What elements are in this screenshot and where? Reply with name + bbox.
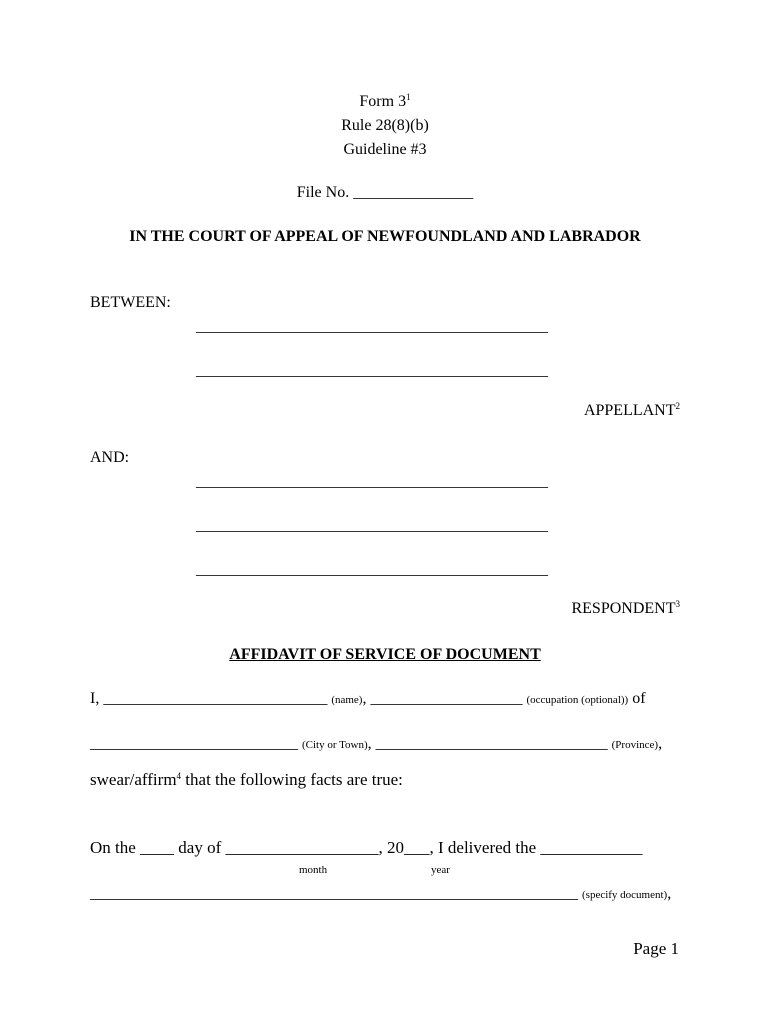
file-number-field[interactable]: File No. _______________ <box>296 184 474 201</box>
province-field[interactable]: _____________________________ <box>375 735 608 752</box>
court-title: IN THE COURT OF APPEAL OF NEWFOUNDLAND AND LABRADOR <box>129 228 641 245</box>
appellant-label-text: APPELLANT <box>583 402 676 419</box>
and-label: AND: <box>90 449 130 466</box>
appellant-name-line-2[interactable]: ____________________________________________ <box>196 362 548 379</box>
rule-reference: Rule 28(8)(b) <box>341 117 429 134</box>
footnote-ref-3: 3 <box>675 599 680 609</box>
year-hint: year <box>431 864 450 876</box>
affiant-name-hint: (name) <box>331 694 363 706</box>
footnote-ref-2: 2 <box>675 401 680 411</box>
affiant-occupation-hint: (occupation (optional)) <box>526 694 629 706</box>
swear-statement <box>90 770 403 790</box>
residence-end: , <box>658 735 663 752</box>
residence-comma: , <box>367 735 376 752</box>
city-hint: (City or Town) <box>302 739 368 751</box>
province-hint: (Province) <box>611 739 659 751</box>
guideline-reference: Guideline #3 <box>343 141 427 158</box>
affiant-comma: , <box>362 690 371 707</box>
document-hint: (specify document) <box>582 889 668 901</box>
affiant-occupation-field[interactable]: ___________________ <box>370 690 523 707</box>
footnote-ref-4: 4 <box>176 771 182 781</box>
swear-rest: that the following facts are true: <box>181 770 403 789</box>
affiant-line <box>90 690 646 708</box>
respondent-name-line-1[interactable]: ____________________________________________ <box>196 473 548 490</box>
delivery-line[interactable]: On the ____ day of __________________, 20___, I delivered the ____________ <box>90 838 643 857</box>
page-number: Page 1 <box>633 939 679 958</box>
document-field[interactable]: _____________________________________________________________ <box>90 885 578 902</box>
affiant-of: of <box>632 690 646 707</box>
footnote-ref-1: 1 <box>406 92 411 102</box>
respondent-name-line-3[interactable]: ____________________________________________ <box>196 561 548 578</box>
document-line <box>90 885 671 903</box>
affidavit-title: AFFIDAVIT OF SERVICE OF DOCUMENT <box>229 646 541 663</box>
city-field[interactable]: __________________________ <box>90 735 298 752</box>
affiant-i: I, <box>90 690 104 707</box>
appellant-name-line-1[interactable]: ____________________________________________ <box>196 318 548 335</box>
residence-line <box>90 735 662 753</box>
between-label: BETWEEN: <box>90 294 171 311</box>
affiant-name-field[interactable]: ____________________________ <box>103 690 328 707</box>
form-number <box>0 93 770 111</box>
month-hint: month <box>299 864 328 876</box>
swear-affirm: swear/affirm <box>90 770 177 789</box>
respondent-label <box>571 600 680 618</box>
respondent-label-text: RESPONDENT <box>571 600 676 617</box>
form-label: Form 3 <box>359 93 407 110</box>
appellant-label <box>584 402 680 420</box>
respondent-name-line-2[interactable]: ____________________________________________ <box>196 517 548 534</box>
document-end: , <box>667 885 672 902</box>
